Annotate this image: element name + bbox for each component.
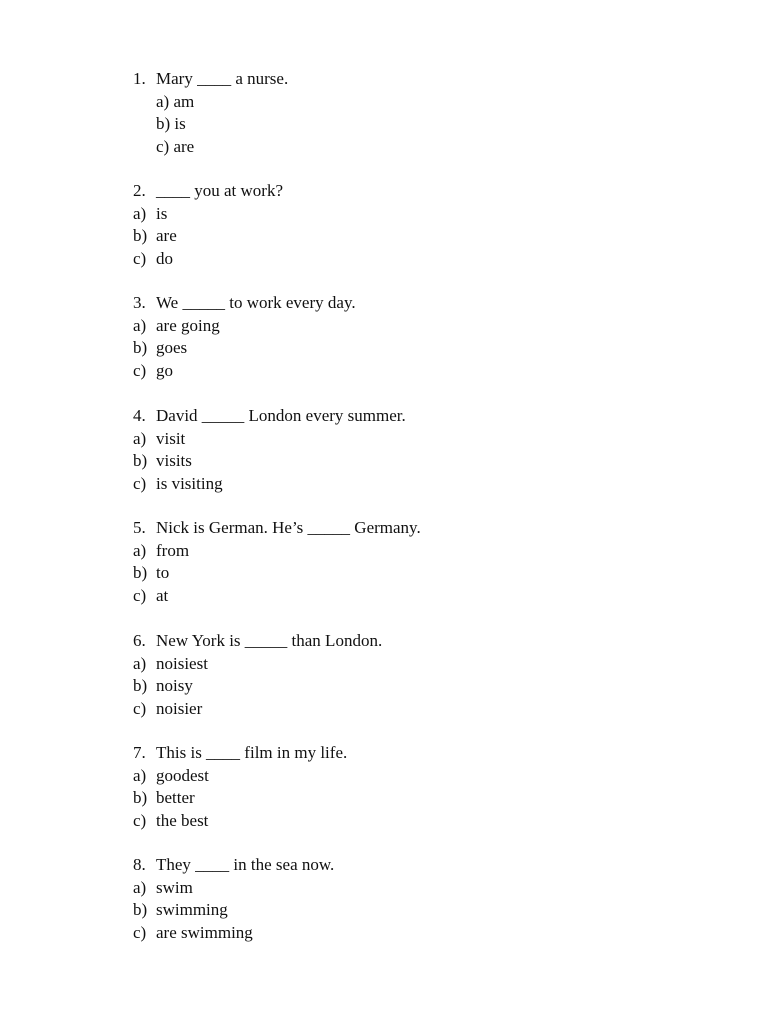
option-marker: b) [133,788,148,807]
question-text: Nick is German. He’s _____ Germany. [156,518,421,537]
option-text: c) are [156,136,195,156]
option-text: do [156,248,173,268]
option-marker: b) [133,338,148,357]
option-text: are swimming [156,922,253,942]
answer-option[interactable] [133,315,693,338]
option-text: a) am [156,91,195,111]
question-stem [133,68,693,91]
option-marker: b) [133,563,148,582]
question-stem [133,180,693,203]
question-text: New York is _____ than London. [156,631,383,650]
answer-option[interactable] [133,562,693,585]
question-text: This is ____ film in my life. [156,743,348,762]
option-marker: b) [133,676,148,695]
answer-option[interactable] [133,225,693,248]
option-text: swimming [156,900,228,919]
answer-option[interactable] [133,765,693,788]
question-number: 2. [133,181,146,200]
option-marker: a) [133,653,147,673]
option-text: visits [156,451,192,470]
option-text: from [156,540,190,560]
question-text: We _____ to work every day. [156,293,356,312]
answer-option[interactable] [133,653,693,676]
option-text: is visiting [156,473,223,493]
answer-option[interactable] [133,585,693,608]
answer-option[interactable] [133,248,693,271]
answer-option[interactable] [133,899,693,922]
question-number: 5. [133,518,146,537]
option-text: to [156,563,170,582]
question-text: They ____ in the sea now. [156,855,335,874]
answer-option[interactable] [133,922,693,945]
question-3 [133,292,693,382]
answer-option[interactable] [133,877,693,900]
option-marker: b) [133,226,148,245]
question-5 [133,517,693,607]
question-stem [133,630,693,653]
option-marker: a) [133,765,147,785]
option-text: noisy [156,676,193,695]
answer-option[interactable] [133,360,693,383]
question-stem [133,854,693,877]
question-stem [133,292,693,315]
question-stem [133,517,693,540]
option-text: b) is [156,114,186,133]
option-marker: c) [133,698,147,718]
option-text: are going [156,315,220,335]
option-text: visit [156,428,186,448]
answer-option[interactable] [133,540,693,563]
option-marker: a) [133,877,147,897]
option-text: is [156,203,168,223]
option-text: goes [156,338,188,357]
question-4 [133,405,693,495]
option-text: at [156,585,169,605]
option-text: swim [156,877,193,897]
option-marker: c) [133,360,147,380]
answer-option[interactable] [133,787,693,810]
answer-option[interactable] [133,698,693,721]
option-text: noisiest [156,653,208,673]
option-marker: a) [133,540,147,560]
answer-option[interactable] [133,113,693,136]
question-7 [133,742,693,832]
option-text: noisier [156,698,203,718]
answer-option[interactable] [133,203,693,226]
question-text: Mary ____ a nurse. [156,69,289,88]
question-number: 6. [133,631,146,650]
question-8 [133,854,693,944]
question-6 [133,630,693,720]
answer-option[interactable] [133,136,693,159]
answer-option[interactable] [133,675,693,698]
option-marker: a) [133,315,147,335]
option-text: goodest [156,765,209,785]
answer-option[interactable] [133,450,693,473]
answer-option[interactable] [133,473,693,496]
question-1 [133,68,693,158]
option-marker: b) [133,451,148,470]
answer-option[interactable] [133,91,693,114]
question-number: 3. [133,293,146,312]
option-marker: a) [133,203,147,223]
option-marker: c) [133,810,147,830]
option-marker: c) [133,922,147,942]
option-text: the best [156,810,209,830]
question-number: 8. [133,855,146,874]
option-marker: a) [133,428,147,448]
question-number: 4. [133,406,146,425]
option-text: are [156,226,177,245]
question-stem [133,405,693,428]
option-marker: c) [133,473,147,493]
option-text: go [156,360,173,380]
answer-option[interactable] [133,810,693,833]
question-number: 7. [133,743,146,762]
option-text: better [156,788,195,807]
option-marker: c) [133,248,147,268]
question-stem [133,742,693,765]
question-number: 1. [133,69,146,88]
option-marker: c) [133,585,147,605]
question-text: David _____ London every summer. [156,406,406,425]
option-marker: b) [133,900,148,919]
question-2 [133,180,693,270]
answer-option[interactable] [133,337,693,360]
question-text: ____ you at work? [156,181,284,200]
answer-option[interactable] [133,428,693,451]
